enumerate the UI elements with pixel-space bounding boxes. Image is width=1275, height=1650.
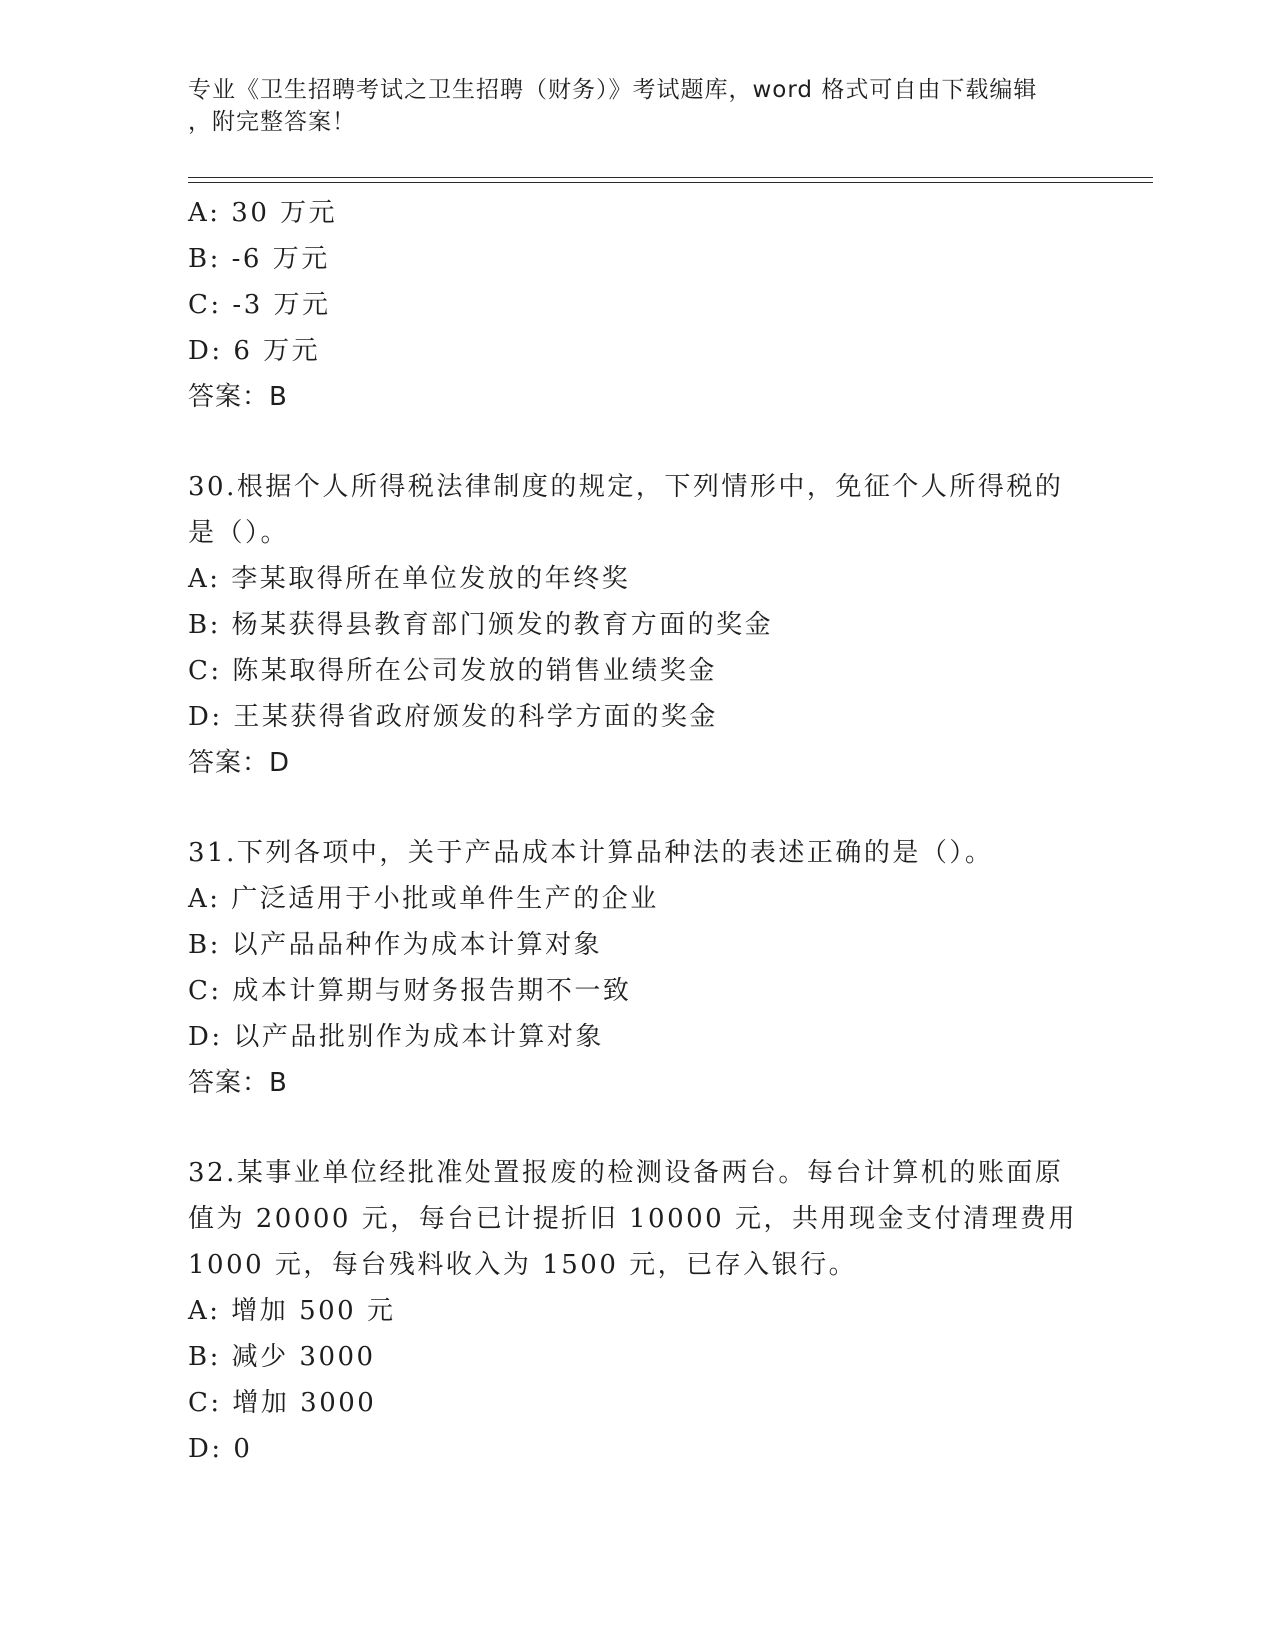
option-d: D: 6 万元 (188, 336, 321, 366)
answer: 答案：B (188, 382, 288, 412)
option-b: B: 减少 3000 (188, 1342, 376, 1372)
header-divider-top (188, 177, 1153, 178)
question-stem-line: 值为 20000 元，每台已计提折旧 10000 元，共用现金支付清理费用 (188, 1204, 1077, 1234)
spacer (188, 786, 1088, 830)
question-stem-line: 1000 元，每台残料收入为 1500 元，已存入银行。 (188, 1250, 858, 1280)
option-a: A: 广泛适用于小批或单件生产的企业 (188, 884, 659, 914)
question-list (188, 190, 1088, 1472)
option-b: B: -6 万元 (188, 244, 330, 274)
header-divider-bottom (188, 182, 1153, 183)
option-b: B: 杨某获得县教育部门颁发的教育方面的奖金 (188, 610, 774, 640)
question-30 (188, 464, 1088, 786)
question-32 (188, 1150, 1088, 1472)
option-d: D: 0 (188, 1434, 253, 1464)
option-d: D: 以产品批别作为成本计算对象 (188, 1022, 604, 1052)
option-a: A: 增加 500 元 (188, 1296, 396, 1326)
answer: 答案：D (188, 748, 291, 778)
header-title-line-2: ，附完整答案！ (188, 109, 356, 135)
option-c: C: -3 万元 (188, 290, 331, 320)
question-stem-line: 31.下列各项中，关于产品成本计算品种法的表述正确的是（）。 (188, 838, 994, 868)
option-d: D: 王某获得省政府颁发的科学方面的奖金 (188, 702, 718, 732)
spacer (188, 1106, 1088, 1150)
question-stem-line: 32.某事业单位经批准处置报废的检测设备两台。每台计算机的账面原 (188, 1158, 1064, 1188)
spacer (188, 420, 1088, 464)
option-b: B: 以产品品种作为成本计算对象 (188, 930, 603, 960)
question-29 (188, 190, 1088, 420)
option-a: A: 李某取得所在单位发放的年终奖 (188, 564, 631, 594)
question-stem-line: 是（）。 (188, 518, 290, 548)
option-c: C: 增加 3000 (188, 1388, 377, 1418)
option-a: A: 30 万元 (188, 198, 338, 228)
question-stem-line: 30.根据个人所得税法律制度的规定，下列情形中，免征个人所得税的 (188, 472, 1064, 502)
question-31 (188, 830, 1088, 1106)
document-header (188, 74, 1068, 138)
header-title-line-1: 专业《卫生招聘考试之卫生招聘（财务）》考试题库，word 格式可自由下载编辑 (188, 77, 1038, 103)
answer: 答案：B (188, 1068, 288, 1098)
option-c: C: 成本计算期与财务报告期不一致 (188, 976, 632, 1006)
option-c: C: 陈某取得所在公司发放的销售业绩奖金 (188, 656, 717, 686)
